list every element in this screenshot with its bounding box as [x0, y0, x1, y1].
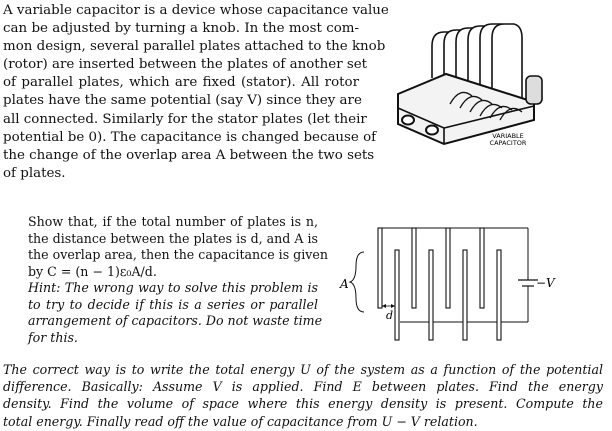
intro-line: plates have the same potential (say V) since they are: [3, 93, 362, 109]
method-paragraph: [3, 361, 603, 430]
intro-line: the change of the overlap area A between the two sets: [3, 147, 375, 163]
intro-line: can be adjusted by turning a knob. In the most com-: [3, 21, 359, 37]
intro-paragraph: [3, 2, 389, 183]
intro-line: mon design, several parallel plates attached to the knob: [3, 39, 386, 55]
intro-line: all connected. Similarly for the stator plates (let their: [3, 111, 367, 127]
method-line: density. Find the volume of space where this energy density is present. Compute the: [3, 396, 603, 412]
figure-label: VARIABLE: [492, 132, 524, 140]
problem-line: the overlap area, then the capacitance is given: [28, 247, 328, 262]
svg-text:−: −: [536, 276, 547, 290]
problem-line: Show that, if the total number of plates is n,: [28, 214, 318, 229]
hint-line: Hint: The wrong way to solve this problem is: [28, 280, 318, 295]
intro-line: potential be 0). The capacitance is changed because of: [3, 129, 377, 145]
problem-line: the distance between the plates is d, and A is: [28, 230, 318, 246]
hint-line: for this.: [28, 329, 78, 345]
method-line: difference. Basically: Assume V is applied. Find E between plates. Find the energy: [3, 379, 603, 395]
plate-diagram: [338, 222, 578, 344]
area-label: A: [340, 277, 349, 291]
variable-capacitor-illustration: [384, 16, 554, 158]
figure-label: CAPACITOR: [489, 139, 527, 147]
potential-label: V: [546, 276, 555, 290]
method-line: total energy. Finally read off the value of capacitance from U − V relation.: [3, 413, 478, 429]
intro-line: (rotor) are inserted between the plates of another set: [3, 57, 368, 73]
distance-label: d: [386, 309, 394, 322]
hint-line: arrangement of capacitors. Do not waste time: [28, 313, 323, 328]
intro-line: of plates.: [3, 165, 66, 181]
method-line: The correct way is to write the total energy U of the system as a function of the potential: [3, 362, 603, 377]
problem-paragraph: [28, 214, 328, 346]
hint-line: to try to decide if this is a series or parallel: [28, 296, 318, 312]
intro-line: A variable capacitor is a device whose capacitance value: [3, 3, 389, 18]
intro-line: of parallel plates, which are fixed (stator). All rotor: [3, 75, 359, 91]
problem-line: by C = (n − 1)ε₀A/d.: [28, 263, 157, 279]
